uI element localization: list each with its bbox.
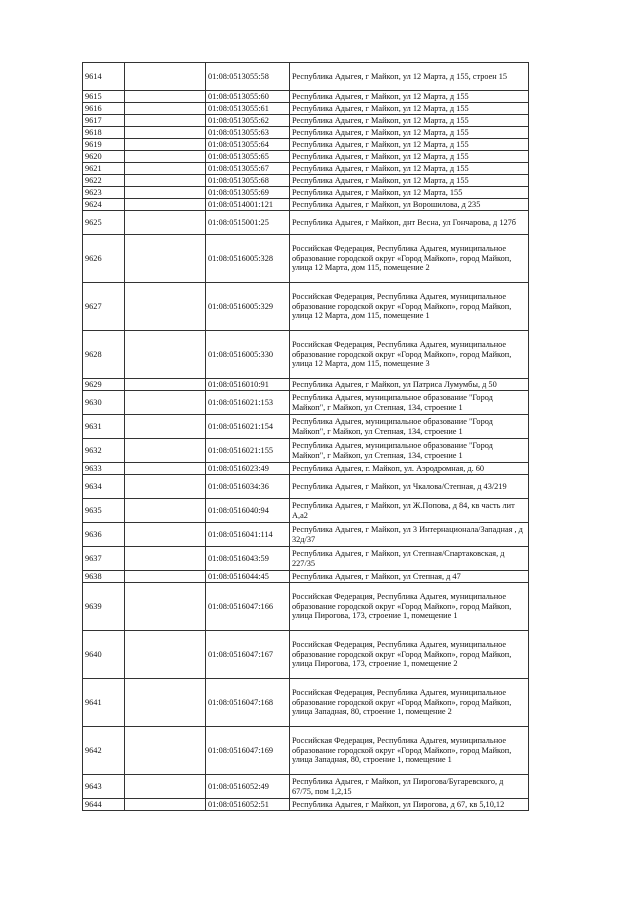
address: Республика Адыгея, г Майкоп, ул Степная, д 47 xyxy=(290,571,529,583)
address: Республика Адыгея, г Майкоп, ул Ворошилова, д 235 xyxy=(290,199,529,211)
cadastral-number: 01:08:0516041:114 xyxy=(206,523,290,547)
empty-cell xyxy=(125,679,206,727)
table-row xyxy=(83,679,529,727)
cadastral-number: 01:08:0516043:59 xyxy=(206,547,290,571)
address: Республика Адыгея, муниципальное образование "Город Майкоп", г Майкоп, ул Степная, 134, строение 1 xyxy=(290,391,529,415)
cadastral-number: 01:08:0516052:49 xyxy=(206,775,290,799)
address: Российская Федерация, Республика Адыгея, муниципальное образование городской округ «Город Майкоп», город Майкоп, улица 12 Марта, дом 115, помещение 2 xyxy=(290,235,529,283)
address: Республика Адыгея, г Майкоп, ул Пирогова/Бугаревского, д 67/75, пом 1,2,15 xyxy=(290,775,529,799)
empty-cell xyxy=(125,631,206,679)
table-row xyxy=(83,91,529,103)
cadastral-number: 01:08:0513055:58 xyxy=(206,63,290,91)
table-row xyxy=(83,235,529,283)
table-row xyxy=(83,439,529,463)
row-number: 9637 xyxy=(83,547,125,571)
empty-cell xyxy=(125,727,206,775)
cadastral-number: 01:08:0513055:61 xyxy=(206,103,290,115)
row-number: 9643 xyxy=(83,775,125,799)
empty-cell xyxy=(125,499,206,523)
registry-table-body xyxy=(83,63,529,811)
address: Российская Федерация, Республика Адыгея, муниципальное образование городской округ «Город Майкоп», город Майкоп, улица 12 Марта, дом 115, помещение 1 xyxy=(290,283,529,331)
row-number: 9640 xyxy=(83,631,125,679)
table-row xyxy=(83,283,529,331)
address: Российская Федерация, Республика Адыгея, муниципальное образование городской округ «Город Майкоп», город Майкоп, улица Пирогова, 173, строение 1, помещение 2 xyxy=(290,631,529,679)
cadastral-number: 01:08:0515001:25 xyxy=(206,211,290,235)
address: Российская Федерация, Республика Адыгея, муниципальное образование городской округ «Город Майкоп», город Майкоп, улица Западная, 80, строение 1, помещение 1 xyxy=(290,727,529,775)
row-number: 9644 xyxy=(83,799,125,811)
empty-cell xyxy=(125,523,206,547)
empty-cell xyxy=(125,775,206,799)
address: Республика Адыгея, г. Майкоп, ул. Аэродромная, д. 60 xyxy=(290,463,529,475)
empty-cell xyxy=(125,175,206,187)
cadastral-number: 01:08:0516047:166 xyxy=(206,583,290,631)
row-number: 9624 xyxy=(83,199,125,211)
row-number: 9641 xyxy=(83,679,125,727)
row-number: 9619 xyxy=(83,139,125,151)
empty-cell xyxy=(125,379,206,391)
row-number: 9617 xyxy=(83,115,125,127)
empty-cell xyxy=(125,139,206,151)
row-number: 9626 xyxy=(83,235,125,283)
address: Республика Адыгея, г Майкоп, ул 12 Марта, д 155 xyxy=(290,163,529,175)
address: Республика Адыгея, муниципальное образование "Город Майкоп", г Майкоп, ул Степная, 134, строение 1 xyxy=(290,415,529,439)
row-number: 9616 xyxy=(83,103,125,115)
empty-cell xyxy=(125,799,206,811)
table-row xyxy=(83,775,529,799)
table-row xyxy=(83,331,529,379)
row-number: 9618 xyxy=(83,127,125,139)
cadastral-number: 01:08:0516021:154 xyxy=(206,415,290,439)
empty-cell xyxy=(125,571,206,583)
cadastral-number: 01:08:0513055:62 xyxy=(206,115,290,127)
empty-cell xyxy=(125,199,206,211)
table-row xyxy=(83,379,529,391)
address: Республика Адыгея, г Майкоп, ул 12 Марта, д 155, строен 15 xyxy=(290,63,529,91)
row-number: 9629 xyxy=(83,379,125,391)
registry-table xyxy=(82,62,529,811)
table-row xyxy=(83,103,529,115)
empty-cell xyxy=(125,151,206,163)
address: Республика Адыгея, г Майкоп, ул 12 Марта, д 155 xyxy=(290,175,529,187)
row-number: 9614 xyxy=(83,63,125,91)
address: Республика Адыгея, г Майкоп, ул Чкалова/Степная, д 43/219 xyxy=(290,475,529,499)
row-number: 9636 xyxy=(83,523,125,547)
row-number: 9628 xyxy=(83,331,125,379)
empty-cell xyxy=(125,475,206,499)
table-row xyxy=(83,799,529,811)
row-number: 9622 xyxy=(83,175,125,187)
table-row xyxy=(83,463,529,475)
cadastral-number: 01:08:0516023:49 xyxy=(206,463,290,475)
table-row xyxy=(83,199,529,211)
row-number: 9634 xyxy=(83,475,125,499)
cadastral-number: 01:08:0513055:65 xyxy=(206,151,290,163)
table-row xyxy=(83,499,529,523)
address: Российская Федерация, Республика Адыгея, муниципальное образование городской округ «Город Майкоп», город Майкоп, улица 12 Марта, дом 115, помещение 3 xyxy=(290,331,529,379)
row-number: 9621 xyxy=(83,163,125,175)
address: Республика Адыгея, г Майкоп, днт Весна, ул Гончарова, д 127б xyxy=(290,211,529,235)
table-row xyxy=(83,151,529,163)
cadastral-number: 01:08:0516005:328 xyxy=(206,235,290,283)
empty-cell xyxy=(125,583,206,631)
row-number: 9620 xyxy=(83,151,125,163)
table-row xyxy=(83,139,529,151)
empty-cell xyxy=(125,439,206,463)
row-number: 9642 xyxy=(83,727,125,775)
address: Республика Адыгея, г Майкоп, ул Патриса Лумумбы, д 50 xyxy=(290,379,529,391)
row-number: 9639 xyxy=(83,583,125,631)
address: Республика Адыгея, г Майкоп, ул 3 Интернационала/Западная , д 32д/37 xyxy=(290,523,529,547)
table-row xyxy=(83,211,529,235)
cadastral-number: 01:08:0516047:168 xyxy=(206,679,290,727)
address: Республика Адыгея, г Майкоп, ул 12 Марта, д 155 xyxy=(290,115,529,127)
cadastral-number: 01:08:0513055:63 xyxy=(206,127,290,139)
address: Республика Адыгея, г Майкоп, ул Ж.Попова, д 84, кв часть лит А,а2 xyxy=(290,499,529,523)
table-row xyxy=(83,547,529,571)
cadastral-number: 01:08:0513055:60 xyxy=(206,91,290,103)
cadastral-number: 01:08:0516047:167 xyxy=(206,631,290,679)
cadastral-number: 01:08:0514001:121 xyxy=(206,199,290,211)
cadastral-number: 01:08:0513055:64 xyxy=(206,139,290,151)
row-number: 9623 xyxy=(83,187,125,199)
empty-cell xyxy=(125,127,206,139)
empty-cell xyxy=(125,463,206,475)
cadastral-number: 01:08:0516010:91 xyxy=(206,379,290,391)
row-number: 9632 xyxy=(83,439,125,463)
address: Республика Адыгея, г Майкоп, ул 12 Марта, д 155 xyxy=(290,127,529,139)
address: Республика Адыгея, г Майкоп, ул 12 Марта, д 155 xyxy=(290,151,529,163)
table-row xyxy=(83,583,529,631)
table-row xyxy=(83,727,529,775)
cadastral-number: 01:08:0516047:169 xyxy=(206,727,290,775)
table-row xyxy=(83,415,529,439)
address: Республика Адыгея, г Майкоп, ул 12 Марта, д 155 xyxy=(290,103,529,115)
table-row xyxy=(83,115,529,127)
empty-cell xyxy=(125,187,206,199)
empty-cell xyxy=(125,103,206,115)
table-row xyxy=(83,631,529,679)
cadastral-number: 01:08:0516034:36 xyxy=(206,475,290,499)
cadastral-number: 01:08:0516005:330 xyxy=(206,331,290,379)
cadastral-number: 01:08:0513055:67 xyxy=(206,163,290,175)
cadastral-number: 01:08:0516021:155 xyxy=(206,439,290,463)
address: Российская Федерация, Республика Адыгея, муниципальное образование городской округ «Город Майкоп», город Майкоп, улица Западная, 80, строение 1, помещение 2 xyxy=(290,679,529,727)
address: Российская Федерация, Республика Адыгея, муниципальное образование городской округ «Город Майкоп», город Майкоп, улица Пирогова, 173, строение 1, помещение 1 xyxy=(290,583,529,631)
table-row xyxy=(83,571,529,583)
empty-cell xyxy=(125,63,206,91)
empty-cell xyxy=(125,115,206,127)
row-number: 9615 xyxy=(83,91,125,103)
cadastral-number: 01:08:0516052:51 xyxy=(206,799,290,811)
empty-cell xyxy=(125,415,206,439)
row-number: 9630 xyxy=(83,391,125,415)
row-number: 9638 xyxy=(83,571,125,583)
empty-cell xyxy=(125,391,206,415)
table-row xyxy=(83,63,529,91)
address: Республика Адыгея, г Майкоп, ул Степная/Спартаковская, д 227/35 xyxy=(290,547,529,571)
address: Республика Адыгея, г Майкоп, ул 12 Марта, д 155 xyxy=(290,139,529,151)
table-row xyxy=(83,187,529,199)
row-number: 9633 xyxy=(83,463,125,475)
empty-cell xyxy=(125,91,206,103)
row-number: 9625 xyxy=(83,211,125,235)
cadastral-number: 01:08:0513055:69 xyxy=(206,187,290,199)
address: Республика Адыгея, г Майкоп, ул 12 Марта, 155 xyxy=(290,187,529,199)
row-number: 9635 xyxy=(83,499,125,523)
empty-cell xyxy=(125,547,206,571)
row-number: 9631 xyxy=(83,415,125,439)
address: Республика Адыгея, г Майкоп, ул Пирогова, д 67, кв 5,10,12 xyxy=(290,799,529,811)
address: Республика Адыгея, муниципальное образование "Город Майкоп", г Майкоп, ул Степная, 134, строение 1 xyxy=(290,439,529,463)
table-row xyxy=(83,523,529,547)
table-row xyxy=(83,475,529,499)
table-row xyxy=(83,391,529,415)
table-row xyxy=(83,163,529,175)
empty-cell xyxy=(125,331,206,379)
empty-cell xyxy=(125,283,206,331)
address: Республика Адыгея, г Майкоп, ул 12 Марта, д 155 xyxy=(290,91,529,103)
row-number: 9627 xyxy=(83,283,125,331)
cadastral-number: 01:08:0516040:94 xyxy=(206,499,290,523)
cadastral-number: 01:08:0513055:68 xyxy=(206,175,290,187)
empty-cell xyxy=(125,163,206,175)
empty-cell xyxy=(125,235,206,283)
table-row xyxy=(83,127,529,139)
cadastral-number: 01:08:0516044:45 xyxy=(206,571,290,583)
empty-cell xyxy=(125,211,206,235)
cadastral-number: 01:08:0516021:153 xyxy=(206,391,290,415)
table-row xyxy=(83,175,529,187)
cadastral-number: 01:08:0516005:329 xyxy=(206,283,290,331)
